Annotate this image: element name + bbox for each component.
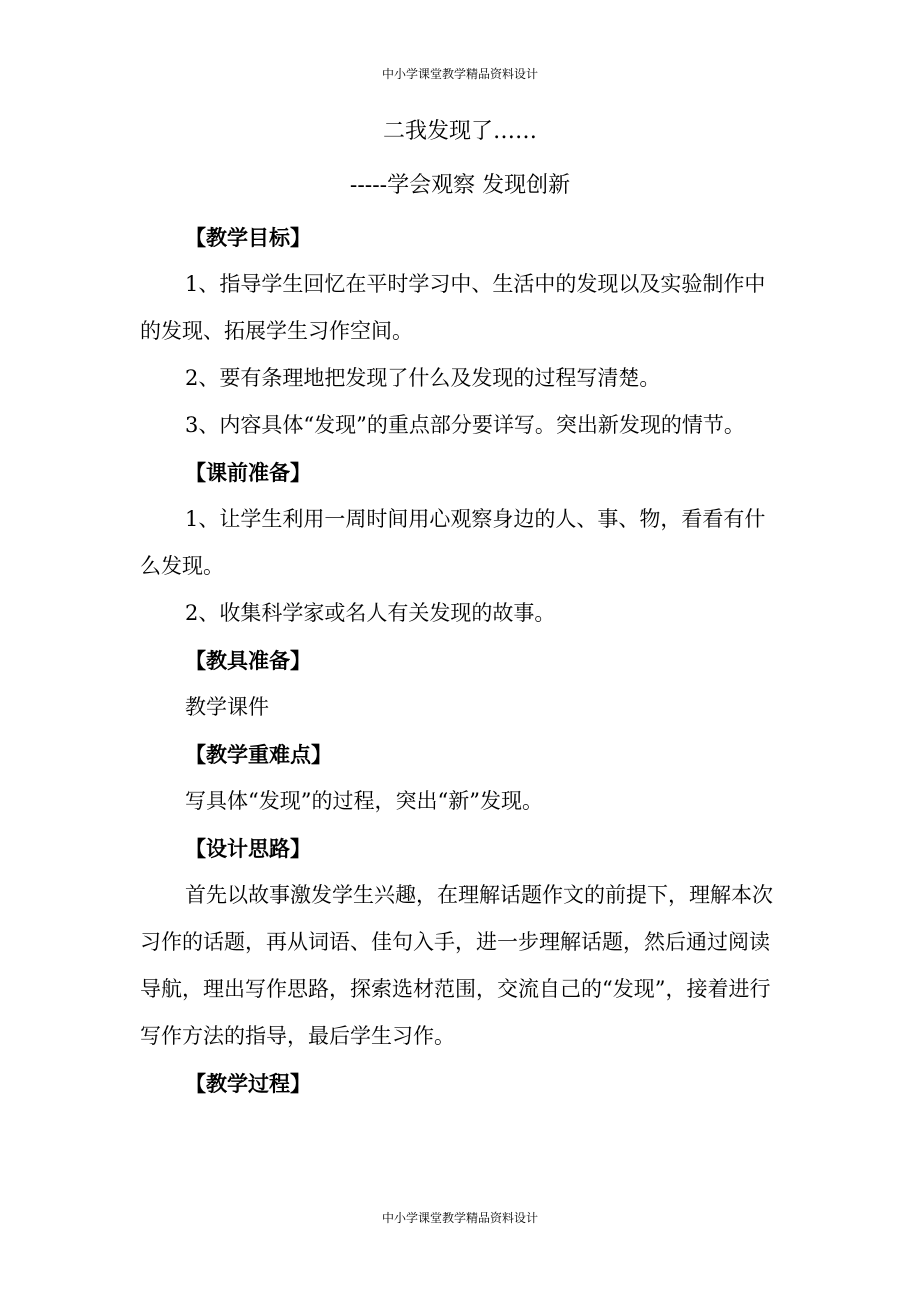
paragraph: 首先以故事激发学生兴趣，在理解话题作文的前提下，理解本次习作的话题，再从词语、佳句入手，进一步理解话题，然后通过阅读导航，理出写作思路，探索选材范围，交流自己的“发现”，接着进行写作方法的指导，最后学生习作。 xyxy=(140,883,773,1048)
section-heading: 【教学过程】 xyxy=(185,1071,311,1096)
paragraph: 1、让学生利用一周时间用心观察身边的人、事、物，看看有什么发现。 xyxy=(140,507,766,578)
paragraph: 2、收集科学家或名人有关发现的故事。 xyxy=(185,601,556,625)
paragraph: 2、要有条理地把发现了什么及发现的过程写清楚。 xyxy=(185,366,661,390)
page-footer: 中小学课堂教学精品资料设计 xyxy=(381,1211,538,1225)
paragraph: 教学课件 xyxy=(185,695,269,719)
section-heading: 【课前准备】 xyxy=(185,460,311,485)
document-title: 二我发现了…… xyxy=(382,119,537,144)
document-body xyxy=(140,116,780,1107)
paragraph: 写具体“发现”的过程，突出“新”发现。 xyxy=(185,789,543,813)
paragraph: 1、指导学生回忆在平时学习中、生活中的发现以及实验制作中的发现、拓展学生习作空间。 xyxy=(140,272,766,343)
page-header: 中小学课堂教学精品资料设计 xyxy=(381,67,538,81)
section-heading: 【教具准备】 xyxy=(185,648,311,673)
section-heading: 【设计思路】 xyxy=(185,836,311,861)
document-subtitle: -----学会观察 发现创新 xyxy=(349,173,571,198)
section-heading: 【教学目标】 xyxy=(185,225,311,250)
paragraph: 3、内容具体“发现”的重点部分要详写。突出新发现的情节。 xyxy=(185,413,745,437)
section-heading: 【教学重难点】 xyxy=(185,742,332,767)
paragraph-list xyxy=(140,214,780,1107)
